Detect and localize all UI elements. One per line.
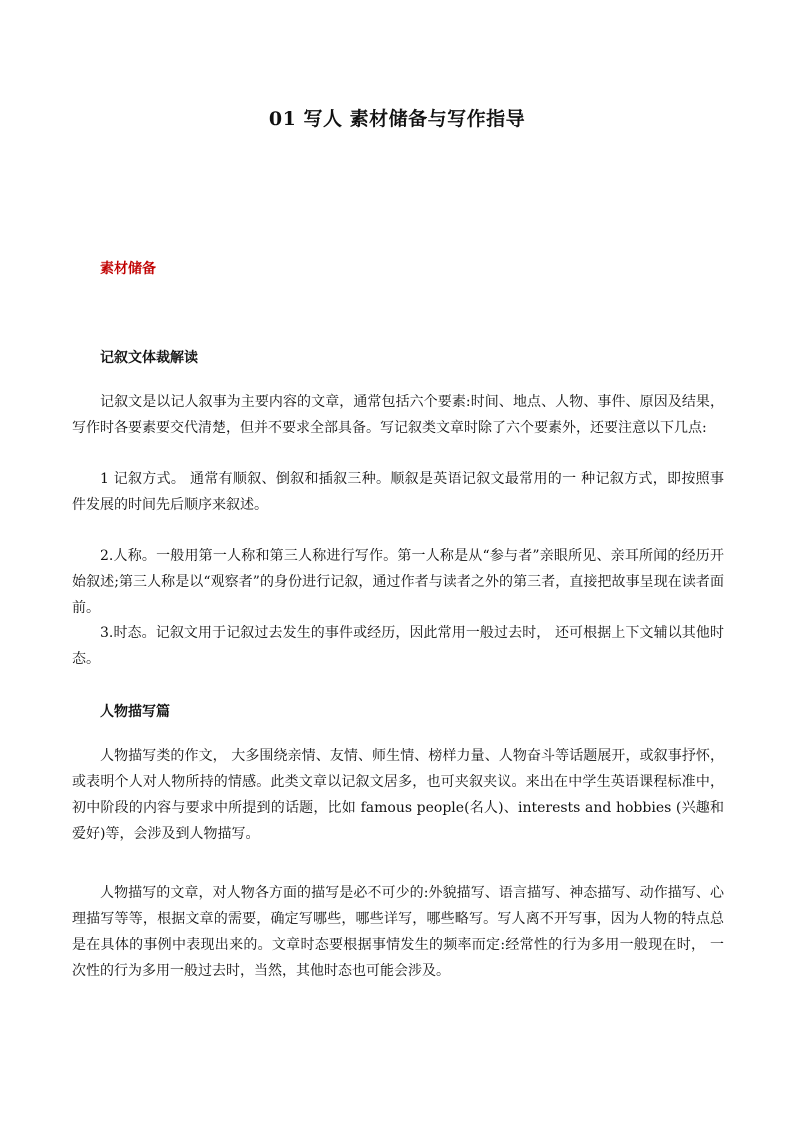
section-label: 素材储备	[100, 261, 156, 277]
paragraph-4: 3.时态。记叙文用于记叙过去发生的事件或经历，因此常用一般过去时， 还可根据上下文辅以其他时态。	[72, 625, 724, 667]
paragraph-5: 人物描写类的作文， 大多围绕亲情、友情、师生情、榜样力量、人物奋斗等话题展开，或叙事抒怀，或表明个人对人物所持的情感。此类文章以记叙文居多，也可夹叙夹议。来出在中学生英语课程标准中，初中阶段的内容与要求中所提到的话题，比如 famous people(名人)、interests and hobbies (兴趣和爱好)等，会涉及到人物描写。	[72, 748, 724, 842]
paragraph-2: 1 记叙方式。 通常有顺叙、倒叙和插叙三种。顺叙是英语记叙文最常用的一 种记叙方式，即按照事件发展的时间先后顺序来叙述。	[72, 471, 724, 513]
paragraph-6: 人物描写的文章，对人物各方面的描写是必不可少的:外貌描写、语言描写、神态描写、动作描写、心理描写等等，根据文章的需要，确定写哪些，哪些详写，哪些略写。写人离不开写事，因为人物的特点总是在具体的事例中表现出来的。文章时态要根据事情发生的频率而定:经常性的行为多用一般现在时， 一次性的行为多用一般过去时，当然，其他时态也可能会涉及。	[72, 885, 724, 979]
paragraph-3: 2.人称。一般用第一人称和第三人称进行写作。第一人称是从“参与者”亲眼所见、亲耳所闻的经历开始叙述;第三人称是以“观察者”的身份进行记叙，通过作者与读者之外的第三者，直接把故事呈现在读者面前。	[72, 548, 724, 616]
paragraph-1: 记叙文是以记人叙事为主要内容的文章，通常包括六个要素:时间、地点、人物、事件、原因及结果，写作时各要素要交代清楚，但并不要求全部具备。写记叙类文章时除了六个要素外，还要注意以下几点:	[72, 394, 724, 436]
document-title: 01 写人 素材储备与写作指导	[268, 108, 526, 130]
heading-character-description: 人物描写篇	[100, 704, 170, 720]
heading-narrative-genre: 记叙文体裁解读	[100, 350, 198, 366]
